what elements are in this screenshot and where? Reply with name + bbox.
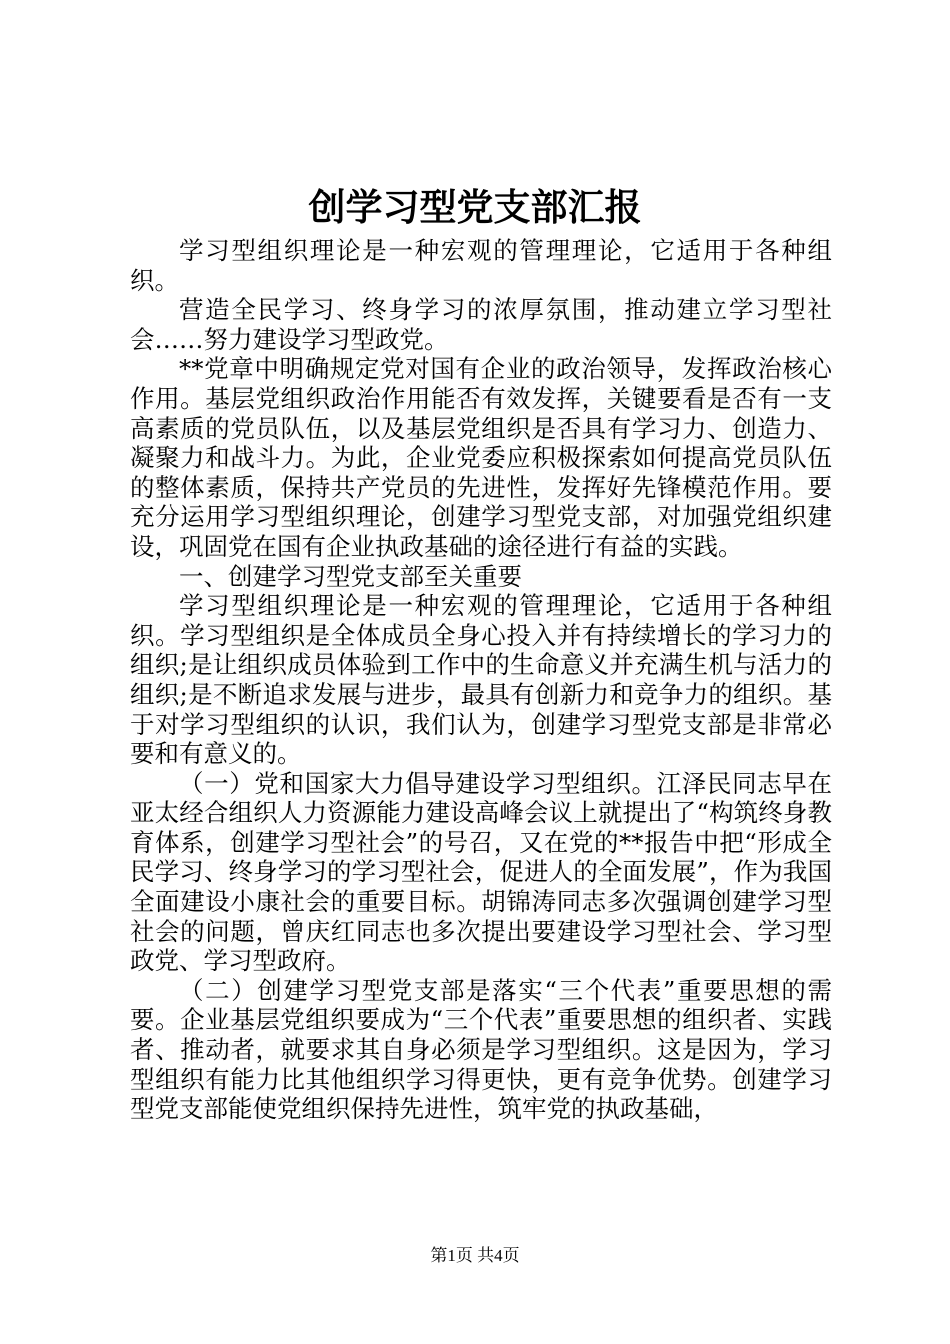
paragraph-subsection-2: （二）创建学习型党支部是落实“三个代表”重要思想的需要。企业基层党组织要成为“三个代表”重要思想的组织者、实践者、推动者，就要求其自身必须是学习型组织。这是因为，学习型组织有能力比其他组织学习得更快，更有竞争优势。创建学习型党支部能使党组织保持先进性，筑牢党的执政基础， [130,975,832,1124]
paragraph-intro-1: 学习型组织理论是一种宏观的管理理论，它适用于各种组织。 [130,236,832,295]
paragraph-section-1: 学习型组织理论是一种宏观的管理理论，它适用于各种组织。学习型组织是全体成员全身心投入并有持续增长的学习力的组织;是让组织成员体验到工作中的生命意义并充满生机与活力的组织;是不断追求发展与进步，最具有创新力和竞争力的组织。基于对学习型组织的认识，我们认为，创建学习型党支部是非常必要和有意义的。 [130,591,832,769]
paragraph-intro-3: **党章中明确规定党对国有企业的政治领导，发挥政治核心作用。基层党组织政治作用能否有效发挥，关键要看是否有一支高素质的党员队伍，以及基层党组织是否具有学习力、创造力、凝聚力和战斗力。为此，企业党委应积极探索如何提高党员队伍的整体素质，保持共产党员的先进性，发挥好先锋模范作用。要充分运用学习型组织理论，创建学习型党支部，对加强党组织建设，巩固党在国有企业执政基础的途径进行有益的实践。 [130,354,832,561]
paragraph-intro-2: 营造全民学习、终身学习的浓厚氛围，推动建立学习型社会……努力建设学习型政党。 [130,295,832,354]
paragraph-subsection-1: （一）党和国家大力倡导建设学习型组织。江泽民同志早在亚太经合组织人力资源能力建设高峰会议上就提出了“构筑终身教育体系，创建学习型社会”的号召，又在党的**报告中把“形成全民学习、终身学习的学习型社会，促进人的全面发展”，作为我国全面建设小康社会的重要目标。胡锦涛同志多次强调创建学习型社会的问题，曾庆红同志也多次提出要建设学习型社会、学习型政党、学习型政府。 [130,768,832,976]
section-heading-1: 一、创建学习型党支部至关重要 [179,561,522,591]
page-footer: 第1页 共4页 [430,1246,520,1265]
page-title: 创学习型党支部汇报 [308,185,642,229]
document-body [130,236,832,1124]
